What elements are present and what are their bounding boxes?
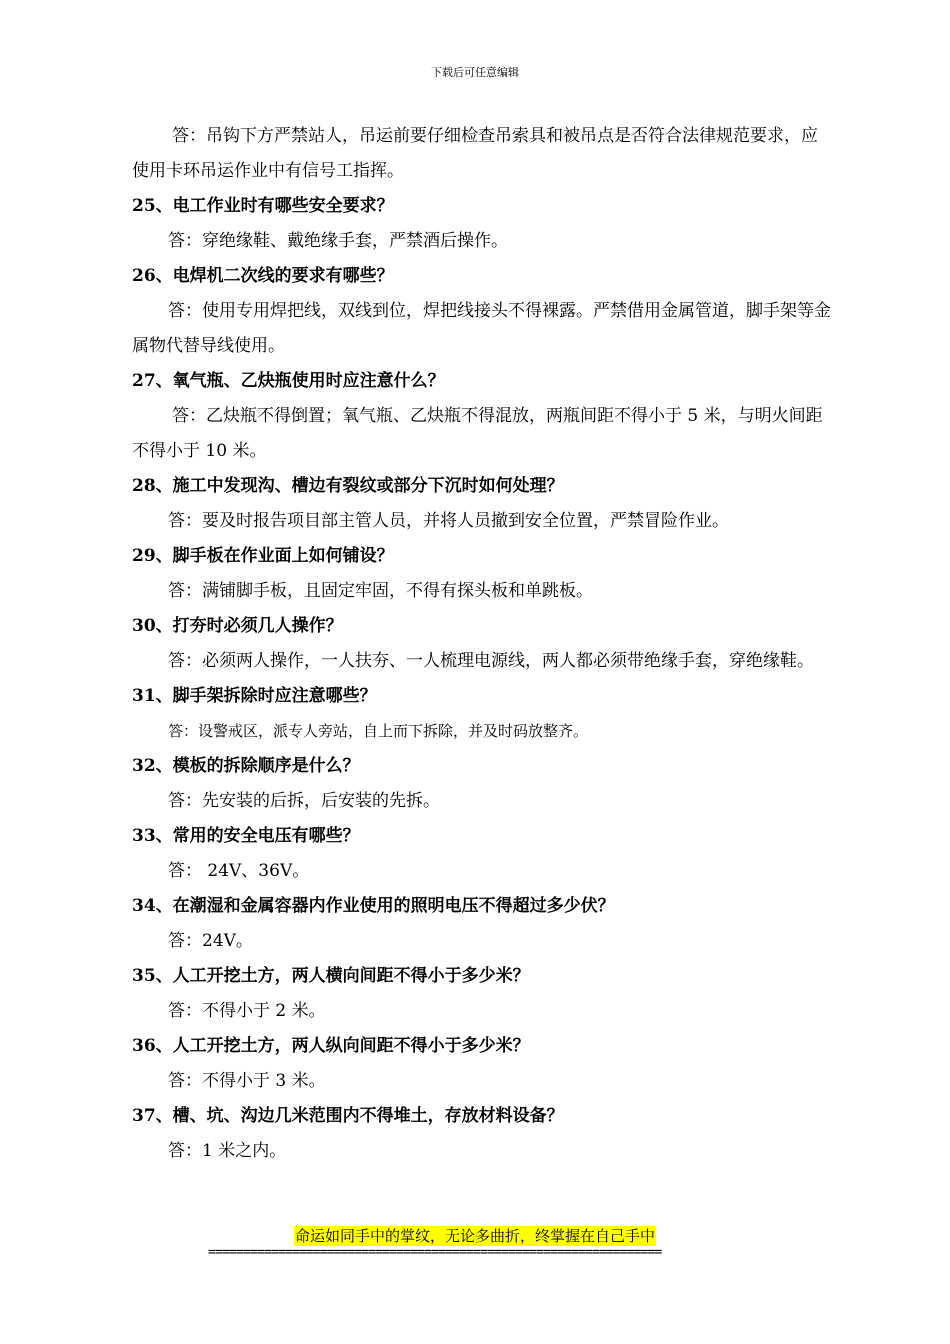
answer-paragraph: 答：满铺脚手板，且固定牢固，不得有探头板和单跳板。 <box>168 581 593 601</box>
answer-paragraph: 答： 24V、36V。 <box>168 861 310 881</box>
answer-paragraph: 答：先安装的后拆，后安装的先拆。 <box>168 791 440 811</box>
question-heading: 33、常用的安全电压有哪些？ <box>132 826 360 846</box>
answer-paragraph: 答：设警戒区，派专人旁站，自上而下拆除，并及时码放整齐。 <box>168 722 589 740</box>
answer-paragraph: 答：必须两人操作，一人扶夯、一人梳理电源线，两人都必须带绝缘手套，穿绝缘鞋。 <box>168 651 814 671</box>
question-heading: 31、脚手架拆除时应注意哪些？ <box>132 686 377 706</box>
question-heading: 34、在潮湿和金属容器内作业使用的照明电压不得超过多少伏？ <box>132 896 615 916</box>
answer-paragraph: 答：不得小于 3 米。 <box>168 1071 326 1091</box>
answer-paragraph: 答：1 米之内。 <box>168 1141 287 1161</box>
question-heading: 28、施工中发现沟、槽边有裂纹或部分下沉时如何处理？ <box>132 476 564 496</box>
answer-paragraph: 答：24V。 <box>168 931 253 951</box>
footer-divider: ================================================================= <box>208 1245 662 1260</box>
answer-paragraph: 答：吊钩下方严禁站人，吊运前要仔细检查吊索具和被吊点是否符合法律规范要求，应使用卡环吊运作业中有信号工指挥。 <box>132 126 818 181</box>
answer-paragraph: 答：使用专用焊把线，双线到位，焊把线接头不得裸露。严禁借用金属管道，脚手架等金属物代替导线使用。 <box>132 301 831 356</box>
answer-paragraph: 答：穿绝缘鞋、戴绝缘手套，严禁酒后操作。 <box>168 231 508 251</box>
answer-paragraph: 答：不得小于 2 米。 <box>168 1001 326 1021</box>
footer-motto: 命运如同手中的掌纹，无论多曲折，终掌握在自己手中 <box>294 1227 655 1245</box>
answer-paragraph: 答：要及时报告项目部主管人员，并将人员撤到安全位置，严禁冒险作业。 <box>168 511 729 531</box>
question-heading: 29、脚手板在作业面上如何铺设？ <box>132 546 394 566</box>
question-heading: 25、电工作业时有哪些安全要求？ <box>132 196 394 216</box>
page-footer <box>0 1226 950 1246</box>
question-heading: 27、氧气瓶、乙炔瓶使用时应注意什么？ <box>132 371 445 391</box>
qa-content <box>132 119 834 1169</box>
page-header: 下载后可任意编辑 <box>431 66 519 79</box>
question-heading: 32、模板的拆除顺序是什么？ <box>132 756 360 776</box>
question-heading: 36、人工开挖土方，两人纵向间距不得小于多少米？ <box>132 1036 530 1056</box>
question-heading: 35、人工开挖土方，两人横向间距不得小于多少米？ <box>132 966 530 986</box>
question-heading: 30、打夯时必须几人操作？ <box>132 616 343 636</box>
question-heading: 37、槽、坑、沟边几米范围内不得堆土，存放材料设备？ <box>132 1106 564 1126</box>
answer-paragraph: 答：乙炔瓶不得倒置；氧气瓶、乙炔瓶不得混放，两瓶间距不得小于 5 米，与明火间距不得小于 10 米。 <box>132 406 823 461</box>
question-heading: 26、电焊机二次线的要求有哪些？ <box>132 266 394 286</box>
